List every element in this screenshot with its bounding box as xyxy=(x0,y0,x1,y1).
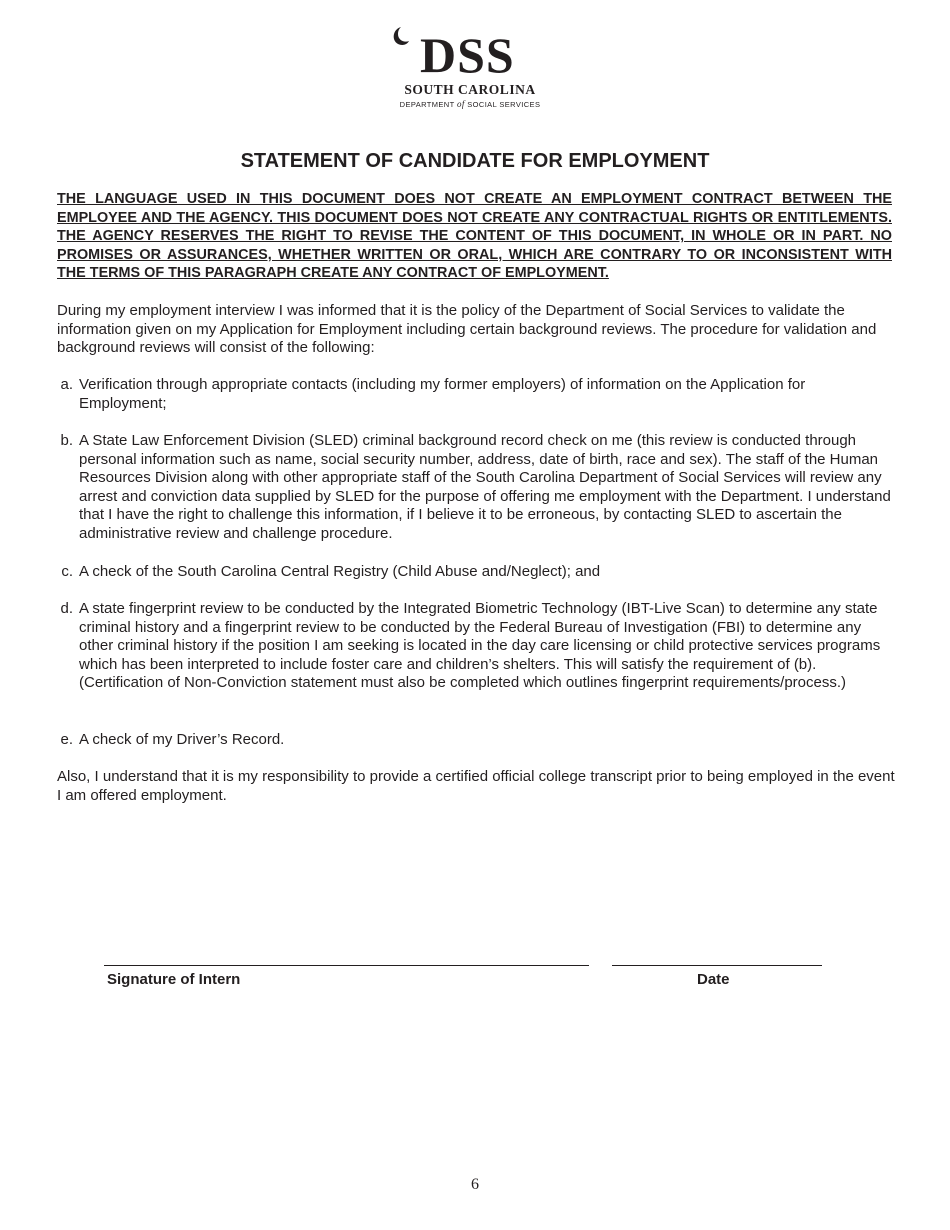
closing-paragraph: Also, I understand that it is my responsibility to provide a certified official college transcript prior to being employed in the event I am offered employment. xyxy=(57,768,895,804)
date-line xyxy=(612,965,822,966)
intro-paragraph: During my employment interview I was informed that it is the policy of the Department of Social Services to validate the information given on my Application for Employment including certain background reviews. The procedure for validation and background reviews will consist of the following: xyxy=(57,302,877,357)
list-letter: a. xyxy=(60,376,73,393)
crescent-moon-icon xyxy=(388,26,410,48)
list-text: A check of my Driver’s Record. xyxy=(79,731,285,748)
list-text: A state fingerprint review to be conducted by the Integrated Biometric Technology (IBT-Live Scan) to determine any state criminal history and a fingerprint review to be conducted by the Federal Bureau of Investigation (FBI) to determine any other criminal history if the position I am seeking is located in the day care licensing or child protective services programs which has been interpreted to include foster care and children’s shelters. This will satisfy the requirement of (b). (Certification of Non-Conviction statement must also be completed which outlines fingerprint requirements/process.) xyxy=(79,600,881,692)
list-text: A State Law Enforcement Division (SLED) criminal background record check on me (this review is conducted through personal information such as name, social security number, address, date of birth, race and sex). The staff of the Human Resources Division along with other appropriate staff of the South Carolina Department of Social Services will review any arrest and conviction data supplied by SLED for the purpose of offering me employment with the Department. I understand that I have the right to challenge this information, if I believe it to be erroneous, by contacting SLED to ascertain the administrative review and challenge procedure. xyxy=(79,432,891,542)
signature-line xyxy=(104,965,589,966)
dss-logo xyxy=(388,26,552,112)
list-text: A check of the South Carolina Central Registry (Child Abuse and/Neglect); and xyxy=(79,563,601,580)
signature-label: Signature of Intern xyxy=(107,971,241,988)
list-item-a xyxy=(57,376,895,413)
logo-department: DEPARTMENT of SOCIAL SERVICES xyxy=(399,99,541,109)
logo-wordmark: DSS xyxy=(420,27,515,83)
list-letter: b. xyxy=(60,432,73,449)
list-item-e xyxy=(57,731,895,750)
logo-state: SOUTH CAROLINA xyxy=(404,82,536,97)
document-title: STATEMENT OF CANDIDATE FOR EMPLOYMENT xyxy=(240,150,710,172)
list-item-d xyxy=(57,600,895,693)
disclaimer-paragraph: THE LANGUAGE USED IN THIS DOCUMENT DOES NOT CREATE AN EMPLOYMENT CONTRACT BETWEEN THE EMPLOYEE AND THE AGENCY. THIS DOCUMENT DOES NOT CREATE ANY CONTRACTUAL RIGHTS OR ENTITLEMENTS. THE AGENCY RESERVES THE RIGHT TO REVISE THE CONTENT OF THIS DOCUMENT, IN WHOLE OR IN PART. NO PROMISES OR ASSURANCES, WHETHER WRITTEN OR ORAL, WHICH ARE CONTRARY TO OR INCONSISTENT WITH THE TERMS OF THIS PARAGRAPH CREATE ANY CONTRACT OF EMPLOYMENT. xyxy=(57,191,892,282)
date-label: Date xyxy=(697,971,730,988)
list-letter: e. xyxy=(60,731,73,748)
list-item-c xyxy=(57,563,895,582)
list-text: Verification through appropriate contacts (including my former employers) of information on the Application for Employment; xyxy=(79,376,806,412)
list-letter: c. xyxy=(61,563,73,580)
list-letter: d. xyxy=(60,600,73,617)
page-number: 6 xyxy=(471,1176,479,1193)
list-item-b xyxy=(57,432,895,544)
